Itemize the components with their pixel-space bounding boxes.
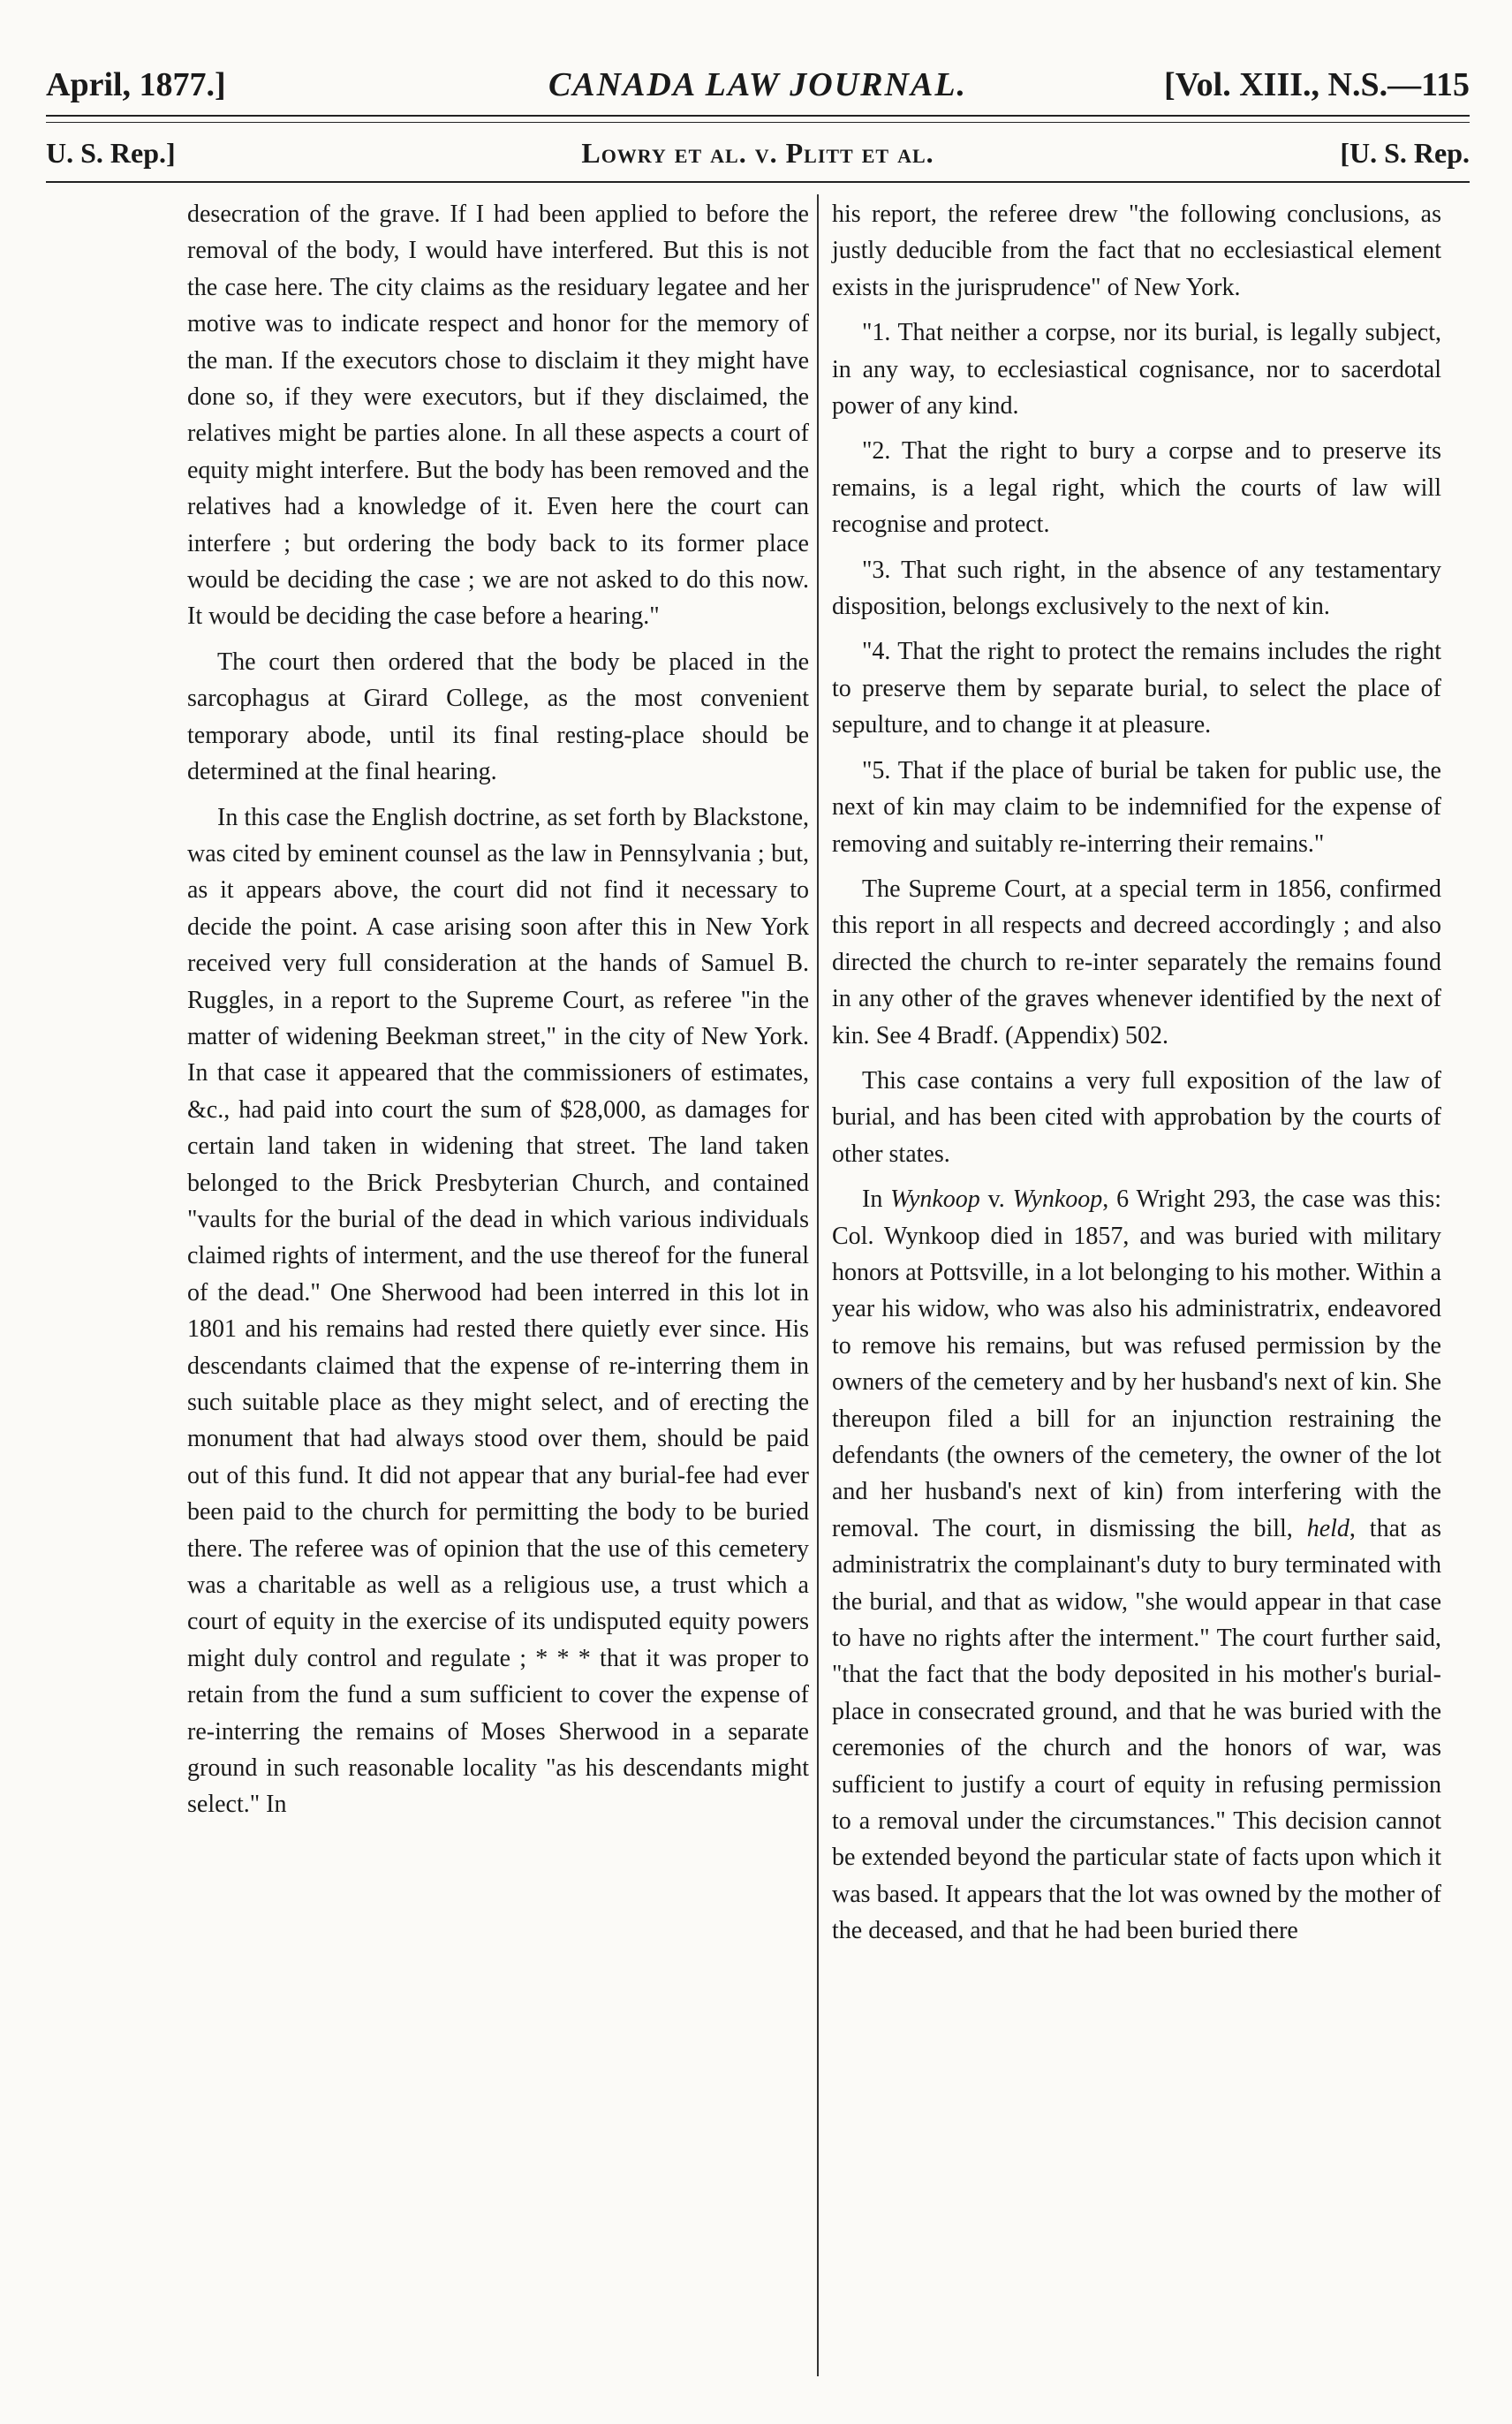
paragraph: his report, the referee drew "the following conclusions, as justly deducible from the fact that no ecclesiastical element exists in the jurisprudence" of New York. xyxy=(832,201,1441,301)
case-name: Wynkoop xyxy=(1012,1185,1103,1214)
right-column xyxy=(832,196,1441,1958)
emphasis: held xyxy=(1306,1514,1349,1542)
text-run: v. xyxy=(979,1185,1013,1214)
column-divider xyxy=(817,194,819,2376)
paragraph: The Supreme Court, at a special term in 1856, confirmed this report in all respects and decreed accordingly ; and also directed the church to re-inter separately the remains found in any other of the graves whenever identified by the next of kin. See 4 Bradf. (Appendix) 502. xyxy=(832,875,1441,1049)
case-header-rule xyxy=(46,181,1470,183)
issue-date: April, 1877.] xyxy=(46,66,226,103)
header-double-rule xyxy=(46,115,1470,123)
volume-page: [Vol. XIII., N.S.—115 xyxy=(1164,66,1470,103)
case-header-left: U. S. Rep.] xyxy=(46,137,176,169)
paragraph: The court then ordered that the body be placed in the sarcophagus at Girard College, as the most convenient temporary abode, until its final resting-place should be determined at the final hearing. xyxy=(187,648,809,786)
text-run: , 6 Wright 293, the case was this: Col. Wynkoop died in 1857, and was buried with military honors at Pottsville, in a lot belonging to his mother. Within a year his widow, who was also his administratrix, endeavored to remove his remains, but was refused permission by the owners of the cemetery and by her husband's next of kin. She thereupon filed a bill for an injunction restraining the defendants (the owners of the cemetery, the owner of the lot and her husband's next of kin) from interfering with the removal. The court, in dismissing the bill, xyxy=(832,1185,1441,1542)
case-title: Lowry et al. v. Plitt et al. xyxy=(581,137,934,169)
paragraph: In this case the English doctrine, as set forth by Blackstone, was cited by eminent counsel as the law in Pennsylvania ; but, as it appears above, the court did not find it necessary to decide the point. A case arising soon after this in New York received very full consideration at the hands of Samuel B. Ruggles, in a report to the Supreme Court, as referee "in the matter of widening Beekman street," in the city of New York. In that case it appeared that the commissioners of estimates, &c., had paid into court the sum of $28,000, as damages for certain land taken in widening that street. The land taken belonged to the Brick Presbyterian Church, and contained "vaults for the burial of the dead in which various individuals claimed rights of interment, and the use thereof for the funeral of the dead." One Sherwood had been interred in this lot in 1801 and his remains had rested there quietly ever since. His descendants claimed that the expense of re-interring them in such suitable place as they might select, and of erecting the monument that had always stood over them, should be paid out of this fund. It did not appear that any burial-fee had ever been paid to the church for permitting the body to be buried there. The referee was of opinion that the use of this cemetery was a charitable as well as a religious use, a trust which a court of equity in the exercise of its undisputed equity powers might duly control and regulate ; * * * that it was proper to retain from the fund a sum sufficient to cover the expense of re-interring the remains of Moses Sherwood in a separate ground in such reasonable locality "as his descendants might select." In xyxy=(187,803,809,1819)
case-name: Wynkoop xyxy=(890,1185,980,1214)
journal-title: CANADA LAW JOURNAL. xyxy=(548,66,968,103)
conclusion-item: "1. That neither a corpse, nor its burial, is legally subject, in any way, to ecclesiastical cognisance, nor to sacerdotal power of any kind. xyxy=(832,319,1441,420)
text-run: In xyxy=(862,1185,891,1214)
conclusion-item: "4. That the right to protect the remains includes the right to preserve them by separate burial, to select the place of sepulture, and to change it at pleasure. xyxy=(832,638,1441,739)
paragraph: This case contains a very full exposition of the law of burial, and has been cited with approbation by the courts of other states. xyxy=(832,1066,1441,1168)
paragraph xyxy=(832,1181,1441,1950)
left-column xyxy=(187,196,809,1832)
case-header xyxy=(46,131,1470,175)
conclusion-item: "3. That such right, in the absence of any testamentary disposition, belongs exclusively to the next of kin. xyxy=(832,556,1441,621)
case-header-right: [U. S. Rep. xyxy=(1340,137,1470,169)
paragraph: desecration of the grave. If I had been applied to before the removal of the body, I would have interfered. But this is not the case here. The city claims as the residuary legatee and her motive was to indicate respect and honor for the memory of the man. If the executors chose to disclaim it they might have done so, if they were executors, but if they disclaimed, the relatives might be parties alone. In all these aspects a court of equity might interfere. But the body has been removed and the relatives had a knowledge of it. Even here the court can interfere ; but ordering the body back to its former place would be deciding the case ; we are not asked to do this now. It would be deciding the case before a hearing." xyxy=(187,201,809,631)
conclusion-item: "5. That if the place of burial be taken for public use, the next of kin may claim to be indemnified for the expense of removing and suitably re-interring their remains." xyxy=(832,756,1441,858)
conclusion-item: "2. That the right to bury a corpse and to preserve its remains, is a legal right, which the courts of law will recognise and protect. xyxy=(832,437,1441,539)
text-run: , that as administratrix the complainant's duty to bury terminated with the burial, and that as widow, "she would appear in that case to have no rights after the interment." The court further said, "that the fact that the body deposited in his mother's burial-place in consecrated ground, and that he was buried with the ceremonies of the church and the honors of war, was sufficient to justify a court of equity in refusing permission to a removal under the circumstances." This decision cannot be extended beyond the particular state of facts upon which it was based. It appears that the lot was owned by the mother of the deceased, and that he had been buried there xyxy=(832,1514,1442,1945)
running-head xyxy=(46,60,1470,110)
